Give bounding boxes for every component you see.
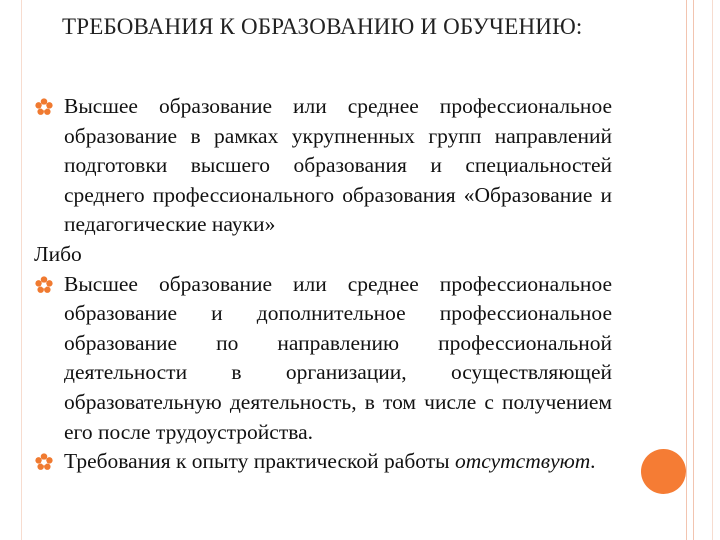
frame-left-line xyxy=(21,0,22,540)
frame-right-inner-line xyxy=(693,0,694,540)
list-item xyxy=(34,447,612,477)
frame-right-line xyxy=(686,0,687,540)
list-item-connector xyxy=(34,240,612,270)
list-item xyxy=(34,270,612,448)
list-item-text: Либо xyxy=(34,241,82,266)
flower-bullet-icon xyxy=(34,98,54,116)
decorative-circle xyxy=(641,449,686,494)
list-item-text: Высшее образование или среднее профессиональное образование и дополнительное профессиональное образование по направлению профессиональной деятельности в организации, осуществляющей образовательную деятельность, в том числе с получением его после трудоустройства. xyxy=(64,271,612,444)
list-item-text: Требования к опыту практической работы xyxy=(64,449,450,474)
flower-bullet-icon xyxy=(34,453,54,471)
slide-title: ТРЕБОВАНИЯ К ОБРАЗОВАНИЮ И ОБУЧЕНИЮ: xyxy=(62,14,583,39)
list-item-italic-text: отсутствуют. xyxy=(454,449,596,474)
frame-right-outer-line xyxy=(712,0,713,540)
flower-bullet-icon xyxy=(34,276,54,294)
slide-body xyxy=(34,92,612,477)
list-item xyxy=(34,92,612,240)
list-item-text: Высшее образование или среднее профессиональное образование в рамках укрупненных групп направлений подготовки высшего образования и специальностей среднего профессионального образования «Образование и педагогические науки» xyxy=(64,94,612,237)
